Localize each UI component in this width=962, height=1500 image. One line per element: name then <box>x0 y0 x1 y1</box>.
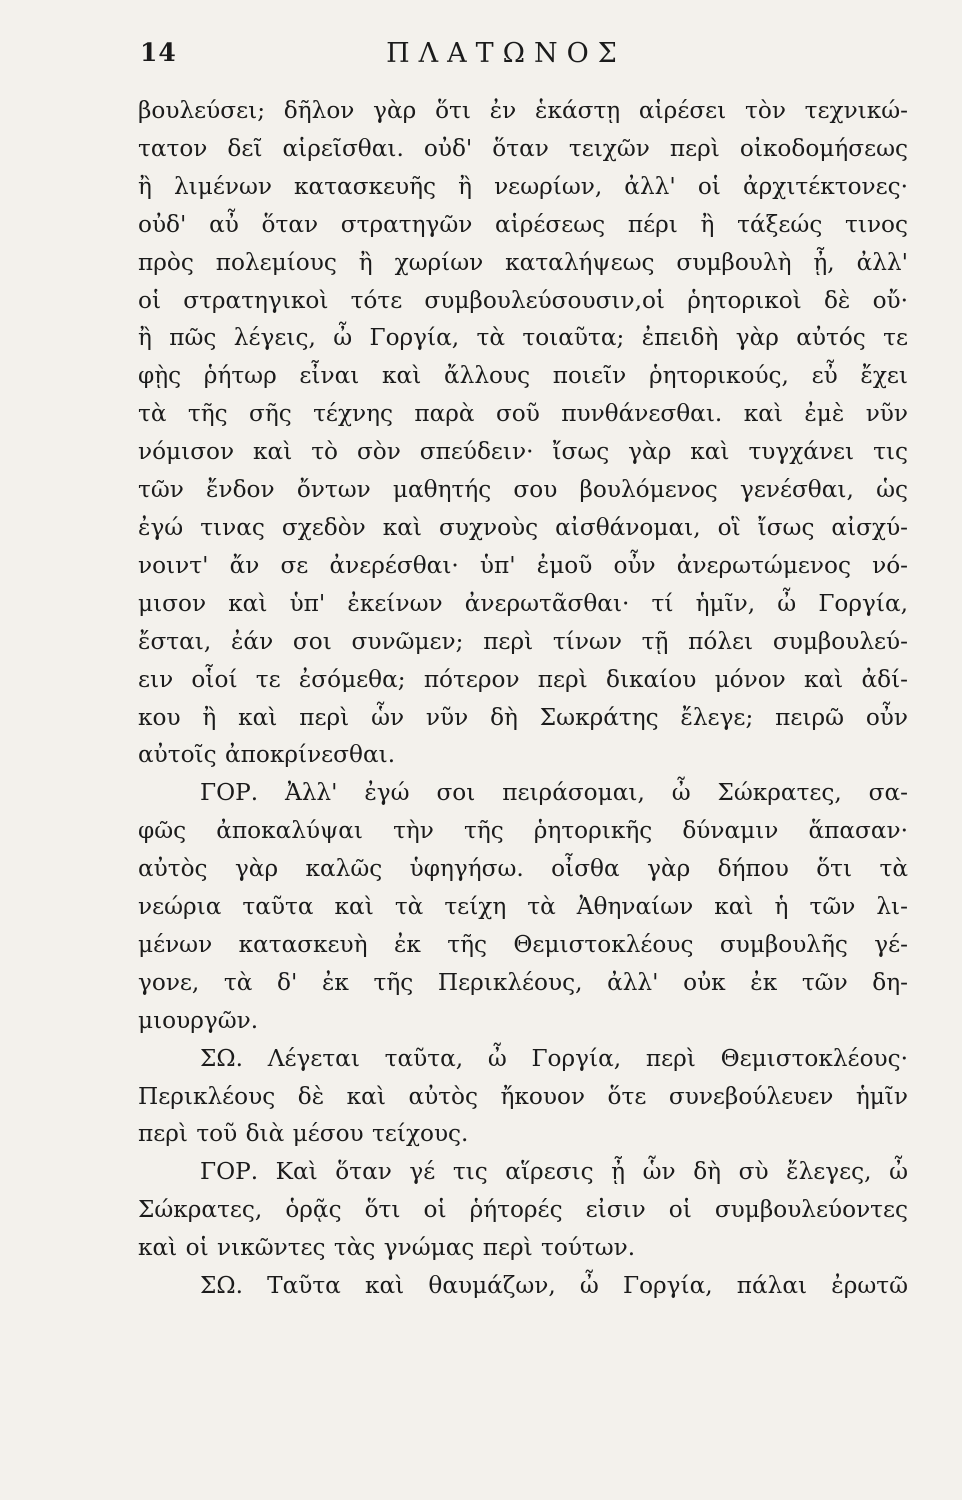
paragraph-end-line: καὶ οἱ νικῶντες τὰς γνώμας περὶ τούτων. <box>138 1234 636 1262</box>
text-line: πρὸς πολεμίους ἢ χωρίων καταλήψεως συμβουλὴ ᾖ, ἀλλ' <box>138 248 908 276</box>
text-line: φῶς ἀποκαλύψαι τὴν τῆς ῥητορικῆς δύναμιν ἅπασαν· <box>138 817 908 845</box>
text-line: νοιντ' ἄν σε ἀνερέσθαι· ὑπ' ἐμοῦ οὖν ἀνερωτώμενος νό- <box>138 551 908 579</box>
text-line: ἢ λιμένων κατασκευῆς ἢ νεωρίων, ἀλλ' οἱ ἀρχιτέκτονες· <box>138 172 908 200</box>
text-line: Σώκρατες, ὁρᾷς ὅτι οἱ ῥήτορές εἰσιν οἱ συμβουλεύοντες <box>138 1196 908 1224</box>
text-line: τῶν ἔνδον ὄντων μαθητής σου βουλόμενος γενέσθαι, ὡς <box>138 476 908 504</box>
text-line: οἱ στρατηγικοὶ τότε συμβουλεύσουσιν,οἱ ῥητορικοὶ δὲ οὔ· <box>138 286 908 314</box>
running-title: ΠΛΑΤΩΝΟΣ <box>386 38 626 69</box>
text-line: τατον δεῖ αἱρεῖσθαι. οὐδ' ὅταν τειχῶν περὶ οἰκοδομήσεως <box>138 134 908 162</box>
text-line: Περικλέους δὲ καὶ αὐτὸς ἤκουον ὅτε συνεβούλευεν ἡμῖν <box>138 1082 908 1110</box>
speaker-line: ΣΩ. Λέγεται ταῦτα, ὦ Γοργία, περὶ Θεμιστοκλέους· <box>200 1044 908 1072</box>
speaker-line: ΓΟΡ. Ἀλλ' ἐγώ σοι πειράσομαι, ὦ Σώκρατες, σα- <box>200 779 908 807</box>
page-number: 14 <box>140 38 177 67</box>
text-line: ἢ πῶς λέγεις, ὦ Γοργία, τὰ τοιαῦτα; ἐπειδὴ γὰρ αὐτός τε <box>138 324 908 352</box>
text-line: ἐγώ τινας σχεδὸν καὶ συχνοὺς αἰσθάνομαι, οἳ ἴσως αἰσχύ- <box>138 513 908 541</box>
text-line: κου ἢ καὶ περὶ ὧν νῦν δὴ Σωκράτης ἔλεγε; πειρῶ οὖν <box>138 703 908 731</box>
paragraph-end-line: περὶ τοῦ διὰ μέσου τείχους. <box>138 1120 469 1148</box>
speaker-line: ΣΩ. Ταῦτα καὶ θαυμάζων, ὦ Γοργία, πάλαι ἐρωτῶ <box>200 1272 908 1300</box>
text-line: αὐτὸς γὰρ καλῶς ὑφηγήσω. οἶσθα γὰρ δήπου ὅτι τὰ <box>138 855 908 883</box>
speaker-line: ΓΟΡ. Καὶ ὅταν γέ τις αἵρεσις ᾖ ὧν δὴ σὺ ἔλεγες, ὦ <box>200 1158 908 1186</box>
text-line: φῂς ῥήτωρ εἶναι καὶ ἄλλους ποιεῖν ῥητορικούς, εὖ ἔχει <box>138 362 908 390</box>
text-line: μένων κατασκευὴ ἐκ τῆς Θεμιστοκλέους συμβουλῆς γέ- <box>138 930 908 958</box>
text-line: τὰ τῆς σῆς τέχνης παρὰ σοῦ πυνθάνεσθαι. καὶ ἐμὲ νῦν <box>138 400 908 428</box>
text-line: νόμισον καὶ τὸ σὸν σπεύδειν· ἴσως γὰρ καὶ τυγχάνει τις <box>138 438 908 466</box>
text-line: ἔσται, ἐάν σοι συνῶμεν; περὶ τίνων τῇ πόλει συμβουλεύ- <box>138 627 908 655</box>
text-line: βουλεύσει; δῆλον γὰρ ὅτι ἐν ἑκάστῃ αἱρέσει τὸν τεχνικώ- <box>138 97 908 124</box>
page-header <box>140 38 872 78</box>
body-text <box>138 92 908 1305</box>
text-line: οὐδ' αὖ ὅταν στρατηγῶν αἱρέσεως πέρι ἢ τάξεώς τινος <box>138 210 908 238</box>
text-line: γονε, τὰ δ' ἐκ τῆς Περικλέους, ἀλλ' οὐκ ἐκ τῶν δη- <box>138 968 908 996</box>
paragraph-end-line: αὐτοῖς ἀποκρίνεσθαι. <box>138 741 396 769</box>
text-line: νεώρια ταῦτα καὶ τὰ τείχη τὰ Ἀθηναίων καὶ ἡ τῶν λι- <box>138 893 908 921</box>
paragraph-end-line: μιουργῶν. <box>138 1006 259 1034</box>
text-line: ειν οἷοί τε ἐσόμεθα; πότερον περὶ δικαίου μόνον καὶ ἀδί- <box>138 665 908 693</box>
text-line: μισον καὶ ὑπ' ἐκείνων ἀνερωτᾶσθαι· τί ἡμῖν, ὦ Γοργία, <box>138 589 908 617</box>
